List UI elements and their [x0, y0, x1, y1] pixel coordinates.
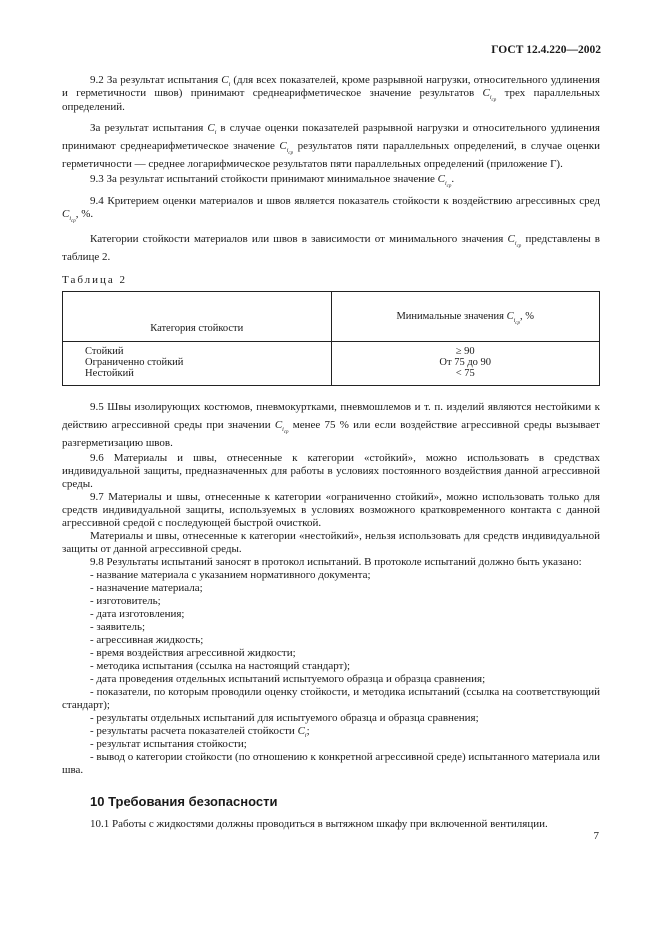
table-caption: Таблица 2 [62, 274, 128, 286]
paragraph-9-4: 9.4 Критерием оценки материалов и швов является показатель стойкости к воздействию агрессивных сред $C_{i_{ср}}$, %. [62, 195, 600, 224]
list-item: - заявитель; [90, 621, 146, 633]
table-row-value: От 75 до 90 [439, 357, 492, 368]
table-cell-categories [63, 342, 332, 386]
paragraph-9-2: 9.2 За результат испытания $C_i$ (для всех показателей, кроме разрывной нагрузки, относительного удлинения и герметичности швов) принимают среднеарифметическое значение результатов $C_{i_{ср}}$ трех параллельных определений. [62, 74, 600, 113]
symbol-ci-cp: $C_{i_{ср}}$ [507, 233, 522, 249]
paragraph-9-5: 9.5 Швы изолирующих костюмов, пневмокуртками, пневмошлемов и т. п. изделий являются нестойкими к действию агрессивной среды при значении $C_{i_{ср}}$ менее 75 % или если воздействие агрессивной среды вызывает разгерметизацию швов. [62, 401, 600, 449]
paragraph-9-2-continued: За результат испытания $C_i$ в случае оценки показателей разрывной нагрузки и относительного удлинения принимают среднеарифметическое значение $C_{i_{ср}}$ результатов пяти параллельных определений, в случае оценки герметичности — среднее логарифмическое результатов пяти параллельных определений (приложение Г). [62, 122, 600, 170]
symbol-ci-cp: $C_{i_{ср}}$ [274, 419, 289, 435]
list-item: - изготовитель; [90, 595, 161, 607]
paragraph-9-6: 9.6 Материалы и швы, отнесенные к категории «стойкий», можно использовать в средствах индивидуальной защиты, предназначенных для работы в условиях постоянного воздействия данной агрессивной среды. [62, 452, 600, 490]
symbol-ci: $C_i$ [207, 122, 217, 136]
section-heading-10: 10 Требования безопасности [90, 794, 278, 809]
table-row-category: Нестойкий [85, 368, 134, 379]
table-header-min-value: Минимальные значения $C_{i_{ср}}$, % [331, 292, 600, 342]
table-header-category: Категория стойкости [63, 292, 332, 342]
table-2 [62, 291, 600, 386]
symbol-ci-cp: $C_{i_{ср}}$ [482, 87, 497, 103]
list-item: - показатели, по которым проводили оценку стойкости, и методика испытаний (ссылка на соответствующий стандарт); [62, 686, 600, 711]
list-item: - результаты расчета показателей стойкости $C_i$; [90, 725, 310, 739]
list-item: - методика испытания (ссылка на настоящий стандарт); [90, 660, 351, 672]
paragraph-9-4-continued: Категории стойкости материалов или швов в зависимости от минимального значения $C_{i_{ср}}$ представлены в таблице 2. [62, 233, 601, 263]
symbol-ci: $C_i$ [297, 725, 307, 739]
list-item: - результат испытания стойкости; [90, 738, 247, 750]
symbol-ci-cp: $C_{i_{ср}}$ [437, 173, 452, 189]
page-content [62, 74, 600, 831]
list-item: - дата проведения отдельных испытаний испытуемого образца и образца сравнения; [90, 673, 486, 685]
table-cell-values [331, 342, 600, 386]
paragraph-9-7: 9.7 Материалы и швы, отнесенные к категории «ограниченно стойкий», можно использовать только для средств индивидуальной защиты, используемых в условиях возможного кратковременного контакта с данной агрессивной средой с последующей быстрой очисткой. [62, 491, 600, 529]
protocol-list [62, 569, 600, 777]
list-item: - вывод о категории стойкости (по отношению к конкретной агрессивной среде) испытанного материала или шва. [62, 751, 600, 776]
page-number: 7 [593, 830, 599, 842]
table-row-category: Ограниченно стойкий [85, 357, 184, 368]
symbol-ci-cp: $C_{i_{ср}}$ [62, 208, 76, 224]
list-item: - назначение материала; [90, 582, 203, 594]
document-header: ГОСТ 12.4.220—2002 [491, 44, 601, 56]
list-item: - дата изготовления; [90, 608, 185, 620]
table-row-value: ≥ 90 [455, 346, 475, 357]
paragraph-9-7-continued: Материалы и швы, отнесенные к категории «нестойкий», нельзя использовать для средств индивидуальной защиты от данной агрессивной среды. [62, 530, 600, 555]
symbol-ci-cp: $C_{i_{ср}}$ [279, 140, 294, 156]
paragraph-9-8: 9.8 Результаты испытаний заносят в протокол испытаний. В протоколе испытаний должно быть указано: [90, 556, 582, 568]
list-item: - результаты отдельных испытаний для испытуемого образца и образца сравнения; [90, 712, 479, 724]
table-row-category: Стойкий [85, 346, 124, 357]
paragraph-10-1: 10.1 Работы с жидкостями должны проводиться в вытяжном шкафу при включенной вентиляции. [90, 818, 548, 830]
list-item: - название материала с указанием нормативного документа; [90, 569, 371, 581]
table-body [63, 342, 600, 386]
paragraph-9-3: 9.3 За результат испытаний стойкости принимают минимальное значение $C_{i_{ср}}$. [90, 173, 455, 189]
list-item: - агрессивная жидкость; [90, 634, 204, 646]
list-item: - время воздействия агрессивной жидкости; [90, 647, 296, 659]
symbol-ci: $C_i$ [221, 74, 231, 88]
table-row-value: < 75 [455, 368, 475, 379]
